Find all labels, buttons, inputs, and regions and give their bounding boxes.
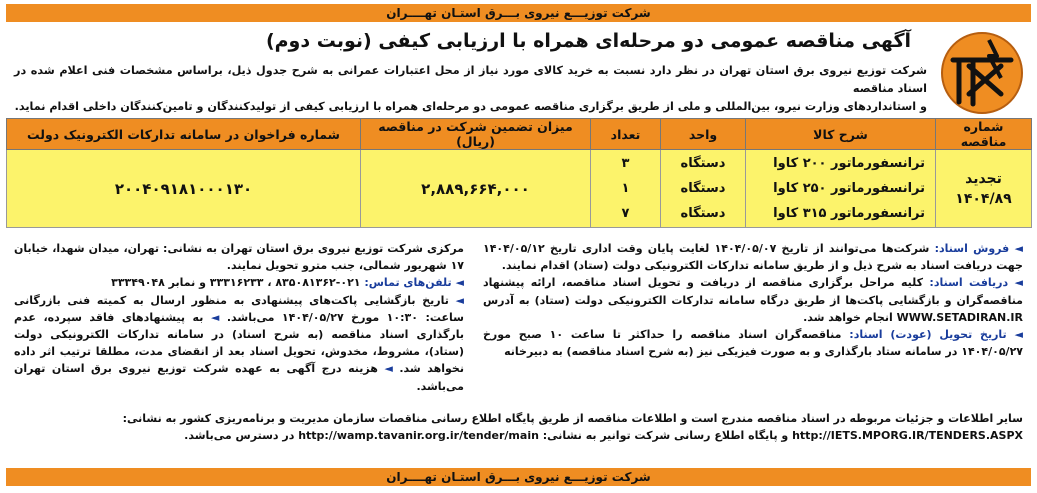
items-cell bbox=[746, 150, 936, 228]
item-qty: ۱ bbox=[621, 181, 630, 196]
item-unit: دستگاه bbox=[680, 156, 726, 171]
tavanir-link[interactable]: http://wamp.tavanir.org.ir/tender/main bbox=[298, 429, 539, 442]
receive-text: کلیه مراحل برگزاری مناقصه از دریافت و تحویل اسناد مناقصه، ارائه پیشنهاد مناقصه‌گران و بازگشایی پاکت‌ها از طریق درگاه سامانه تدارکات الکترونیکی دولت (ستاد) به آدرس WWW.SETADIRAN.IR انجام خواهد شد. bbox=[483, 276, 1023, 324]
item-qty: ۷ bbox=[621, 206, 630, 221]
bullet-icon: ◄ bbox=[455, 293, 464, 307]
delivery-text: مناقصه‌گران اسناد مناقصه را حداکثر تا ساعت ۱۰ صبح مورخ ۱۴۰۴/۰۵/۲۷ در سامانه ستاد بارگذاری و به صورت فیزیکی نیز (به شرح اسناد مناقصه) به دبیرخانه bbox=[483, 328, 1023, 359]
iets-link[interactable]: http://IETS.MPORG.IR/TENDERS.ASPX bbox=[792, 429, 1023, 442]
footer-line1: سایر اطلاعات و جزئیات مربوطه در اسناد مناقصه مندرج است و اطلاعات مناقصه از طریق پایگاه اطلاع رسانی مناقصات سازمان مدیریت و برنامه‌ریزی کشور به نشانی: bbox=[122, 412, 1023, 425]
header-item: شرح کالا bbox=[746, 119, 936, 150]
sale-paragraph bbox=[483, 240, 1023, 274]
left-column bbox=[14, 240, 464, 395]
bullet-icon: ◄ bbox=[1014, 242, 1023, 255]
phone-text: ۰۲۱-۸۳۵۰۸۱۳۶۲ ، ۳۳۳۱۶۲۳۳ و نمابر ۳۳۳۴۹۰۴۸ bbox=[111, 276, 361, 290]
right-column bbox=[483, 240, 1023, 360]
intro-line: شرکت توزیع نیروی برق استان تهران در نظر دارد نسبت به خرید کالای مورد نیاز از محل اعتبارات عمرانی به شرح جدول ذیل، براساس مشخصات فنی اعلام شده در اسناد مناقصه bbox=[14, 64, 927, 95]
call-no-cell: ۲۰۰۴۰۹۱۸۱۰۰۰۱۳۰ bbox=[7, 150, 361, 228]
item-unit: دستگاه bbox=[680, 181, 726, 196]
receive-paragraph bbox=[483, 274, 1023, 326]
phone-label: تلفن‌های تماس: bbox=[364, 276, 452, 290]
opening-paragraph bbox=[14, 292, 464, 395]
receive-label: دریافت اسناد: bbox=[929, 276, 1009, 290]
item-unit: دستگاه bbox=[680, 206, 726, 221]
tavanir-logo-icon bbox=[939, 28, 1025, 118]
delivery-paragraph bbox=[483, 326, 1023, 360]
footer-end: در دسترس می‌باشد. bbox=[184, 429, 295, 442]
item-desc: ترانسفورماتور ۳۱۵ کاوا bbox=[773, 206, 925, 221]
tender-table bbox=[6, 118, 1032, 228]
tender-number: ۱۴۰۴/۸۹ bbox=[955, 190, 1012, 207]
bullet-icon: ◄ bbox=[1014, 328, 1023, 342]
table-header-row bbox=[7, 119, 1032, 150]
header-tender-no: شماره مناقصه bbox=[936, 119, 1032, 150]
item-desc: ترانسفورماتور ۲۰۰ کاوا bbox=[773, 156, 925, 171]
guarantee-cell: ۲,۸۸۹,۶۶۴,۰۰۰ bbox=[361, 150, 591, 228]
intro-text bbox=[14, 62, 927, 116]
notice-title: آگهی مناقصه عمومی دو مرحله‌ای همراه با ارزیابی کیفی (نوبت دوم) bbox=[265, 30, 912, 52]
qty-cell bbox=[591, 150, 661, 228]
tender-no-cell bbox=[936, 150, 1032, 228]
delivery-label: تاریخ تحویل (عودت) اسناد: bbox=[849, 328, 1007, 342]
item-qty: ۳ bbox=[621, 156, 630, 171]
opening-text: تاریخ بازگشایی پاکت‌های پیشنهادی به منظور ارسال به کمیته فنی بازرگانی ساعت: ۱۰:۳۰ مورخ ۱۴۰۴/۰۵/۲۷ می‌باشد. bbox=[14, 293, 464, 324]
sale-text: شرکت‌ها می‌توانند از تاریخ ۱۴۰۴/۰۵/۰۷ لغایت پایان وقت اداری تاریخ ۱۴۰۴/۰۵/۱۲ جهت دریافت اسناد به شرح ذیل و از طریق سامانه تدارکات الکترونیکی دولت (ستاد) اقدام نمایند. bbox=[483, 242, 1023, 273]
header-band: شرکت توزیـــع نیروی بـــرق استـان تهــــران bbox=[6, 4, 1031, 22]
bullet-icon: ◄ bbox=[210, 310, 220, 324]
item-desc: ترانسفورماتور ۲۵۰ کاوا bbox=[773, 181, 925, 196]
footer-band: شرکت توزیـــع نیروی بـــرق استـان تهــــران bbox=[6, 468, 1031, 486]
table-row bbox=[7, 150, 1032, 228]
header-guarantee: میزان تضمین شرکت در مناقصه (ریال) bbox=[361, 119, 591, 150]
header-unit: واحد bbox=[661, 119, 746, 150]
bullet-icon: ◄ bbox=[1014, 276, 1023, 290]
phone-paragraph bbox=[14, 274, 464, 291]
sale-label: فروش اسناد: bbox=[934, 242, 1010, 255]
footer-mid: و پایگاه اطلاع رسانی شرکت توانیر به نشانی: bbox=[542, 429, 789, 442]
bullet-icon: ◄ bbox=[455, 276, 464, 290]
footer-note bbox=[14, 410, 1023, 444]
address-paragraph: مرکزی شرکت توزیع نیروی برق استان تهران به نشانی: تهران، میدان شهدا، خیابان ۱۷ شهریور شمالی، جنب مترو تحویل نمایند. bbox=[14, 242, 464, 273]
cost-text: هزینه درج آگهی به عهده شرکت توزیع نیروی برق استان تهران می‌باشد. bbox=[14, 362, 464, 393]
tender-label: تجدید bbox=[965, 170, 1002, 187]
header-qty: تعداد bbox=[591, 119, 661, 150]
units-cell bbox=[661, 150, 746, 228]
bullet-icon: ◄ bbox=[384, 362, 393, 376]
header-call-no: شماره فراخوان در سامانه تدارکات الکترونیک دولت bbox=[7, 119, 361, 150]
intro-line: و استانداردهای وزارت نیرو، بین‌المللی و ملی از طریق برگزاری مناقصه عمومی دو مرحله‌ای همراه با ارزیابی کیفی از تولیدکنندگان و تامین‌کنندگان داخلی اقدام نماید. bbox=[14, 100, 927, 113]
nullity-text: به پیشنهادهای فاقد سپرده، عدم بارگذاری اسناد مناقصه (به شرح اسناد) در سامانه تدارکات الکترونیکی دولت (ستاد)، مشروط، مخدوش، تحویل اسناد بعد از انقضای مدت، مطلقا ترتیب اثر داده نخواهد شد. bbox=[14, 310, 464, 376]
